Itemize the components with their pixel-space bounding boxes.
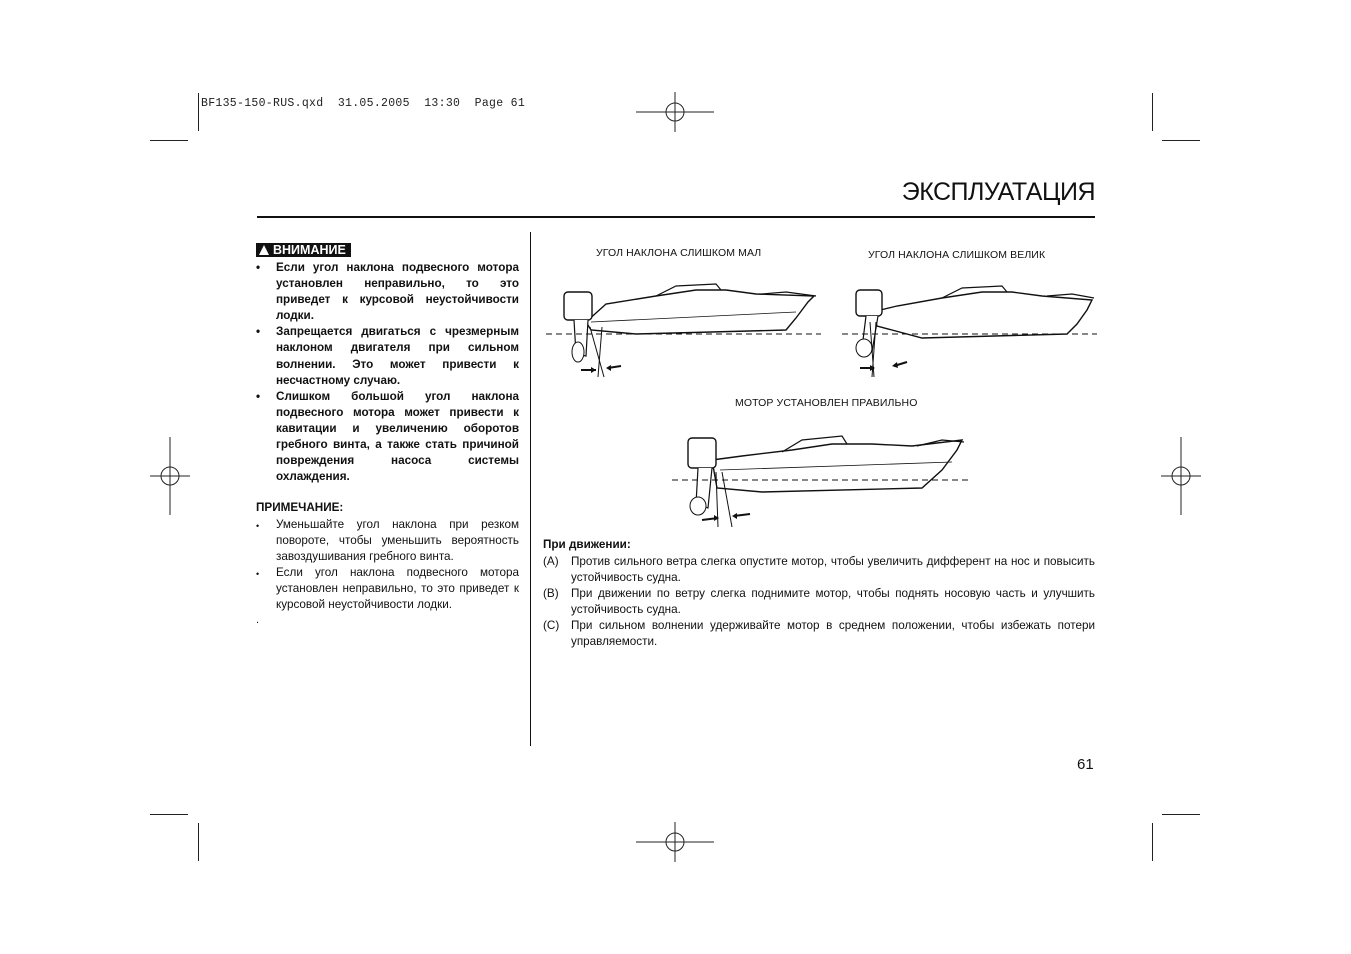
registration-mark-icon — [150, 437, 190, 515]
figure-caption-correct: МОТОР УСТАНОВЛЕН ПРАВИЛЬНО — [735, 397, 918, 409]
page-title: ЭКСПЛУАТАЦИЯ — [901, 178, 1095, 206]
crop-mark — [1162, 814, 1200, 815]
motion-title: При движении: — [543, 538, 631, 551]
boat-large-angle-illustration — [842, 282, 1097, 382]
list-item: (C) При сильном волнении удерживайте мотор в среднем положении, чтобы избежать потери управляемости. — [543, 619, 1095, 649]
crop-mark — [150, 140, 188, 141]
page-number: 61 — [1077, 756, 1094, 773]
note-title: ПРИМЕЧАНИЕ: — [256, 501, 344, 514]
crop-mark — [1152, 823, 1153, 861]
warning-list — [256, 260, 519, 485]
boat-correct-illustration — [672, 432, 972, 532]
registration-mark-icon — [1161, 437, 1201, 515]
crop-mark — [198, 823, 199, 861]
bullet-icon: • — [256, 325, 261, 339]
list-item: (A) Против сильного ветра слегка опустите мотор, чтобы увеличить дифферент на нос и повысить устойчивость судна. — [543, 555, 1095, 585]
list-item: • Если угол наклона подвесного мотора установлен неправильно, то это приведет к курсовой неустойчивости лодки. — [256, 565, 519, 613]
figure-caption-large-angle: УГОЛ НАКЛОНА СЛИШКОМ ВЕЛИК — [868, 249, 1046, 261]
warning-label: ВНИМАНИЕ — [273, 243, 346, 257]
bullet-icon: • — [256, 521, 260, 531]
column-divider — [530, 232, 531, 746]
registration-mark-icon — [636, 822, 714, 862]
warning-triangle-icon — [259, 245, 269, 255]
title-rule — [257, 216, 1095, 218]
stray-mark: . — [256, 614, 260, 626]
crop-mark — [150, 814, 188, 815]
list-item: (B) При движении по ветру слегка поднимите мотор, чтобы поднять носовую часть и улучшить устойчивость судна. — [543, 587, 1095, 617]
file-info-header: BF135-150-RUS.qxd 31.05.2005 13:30 Page 61 — [201, 97, 526, 110]
bullet-icon: • — [256, 261, 261, 274]
bullet-icon: • — [256, 389, 261, 403]
crop-mark — [1162, 140, 1200, 141]
boat-small-angle-illustration — [546, 282, 821, 382]
list-item: • Если угол наклона подвесного мотора установлен неправильно, то это приведет к курсовой неустойчивости лодки. — [256, 260, 519, 324]
warning-badge — [256, 243, 351, 257]
list-item: • Запрещается двигаться с чрезмерным наклоном двигателя при сильном волнении. Это может привести к несчастному случаю. — [256, 324, 519, 388]
registration-mark-icon — [636, 92, 714, 132]
note-list — [256, 517, 519, 614]
bullet-icon: • — [256, 569, 260, 580]
crop-mark — [1152, 93, 1153, 131]
crop-mark — [198, 93, 199, 131]
list-item: • Слишком большой угол наклона подвесного мотора может привести к кавитации и увеличению оборотов гребного винта, а также стать причиной повреждения насоса системы охлаждения. — [256, 389, 519, 486]
figure-caption-small-angle: УГОЛ НАКЛОНА СЛИШКОМ МАЛ — [596, 247, 762, 259]
list-item: • Уменьшайте угол наклона при резком повороте, чтобы уменьшить вероятность завоздушивания гребного винта. — [256, 517, 519, 565]
motion-list — [543, 554, 1095, 651]
